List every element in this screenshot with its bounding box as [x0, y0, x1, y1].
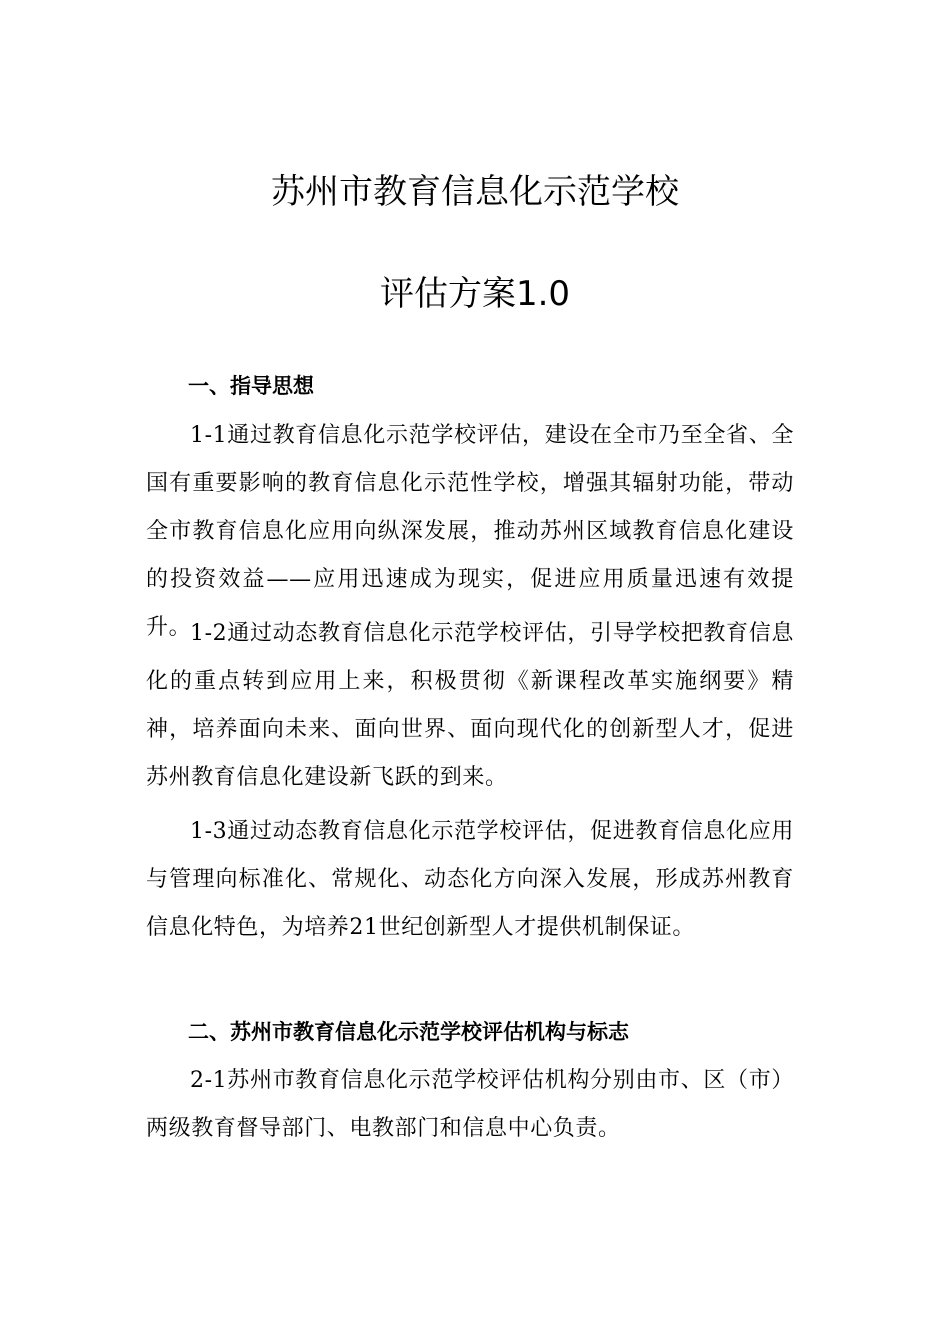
document-title-line1: 苏州市教育信息化示范学校 — [271, 172, 679, 212]
paragraph-1-2: 1-2通过动态教育信息化示范学校评估，引导学校把教育信息化的重点转到应用上来，积极贯彻《新课程改革实施纲要》精神，培养面向未来、面向世界、面向现代化的创新型人才，促进苏州教育信息化建设新飞跃的到来。 — [146, 621, 794, 790]
section-heading-guiding-ideology: 一、指导思想 — [188, 374, 314, 398]
paragraph-2-1: 2-1苏州市教育信息化示范学校评估机构分别由市、区（市）两级教育督导部门、电教部门和信息中心负责。 — [146, 1068, 794, 1141]
section-heading-evaluation-bodies: 二、苏州市教育信息化示范学校评估机构与标志 — [188, 1020, 629, 1044]
paragraph-1-1: 1-1通过教育信息化示范学校评估，建设在全市乃至全省、全国有重要影响的教育信息化示范性学校，增强其辐射功能，带动全市教育信息化应用向纵深发展，推动苏州区域教育信息化建设的投资效益——应用迅速成为现实，促进应用质量迅速有效提升。 — [146, 423, 794, 640]
paragraph-1-3: 1-3通过动态教育信息化示范学校评估，促进教育信息化应用与管理向标准化、常规化、动态化方向深入发展，形成苏州教育信息化特色，为培养21世纪创新型人才提供机制保证。 — [146, 819, 794, 940]
document-title-line2: 评估方案1.0 — [379, 274, 571, 314]
